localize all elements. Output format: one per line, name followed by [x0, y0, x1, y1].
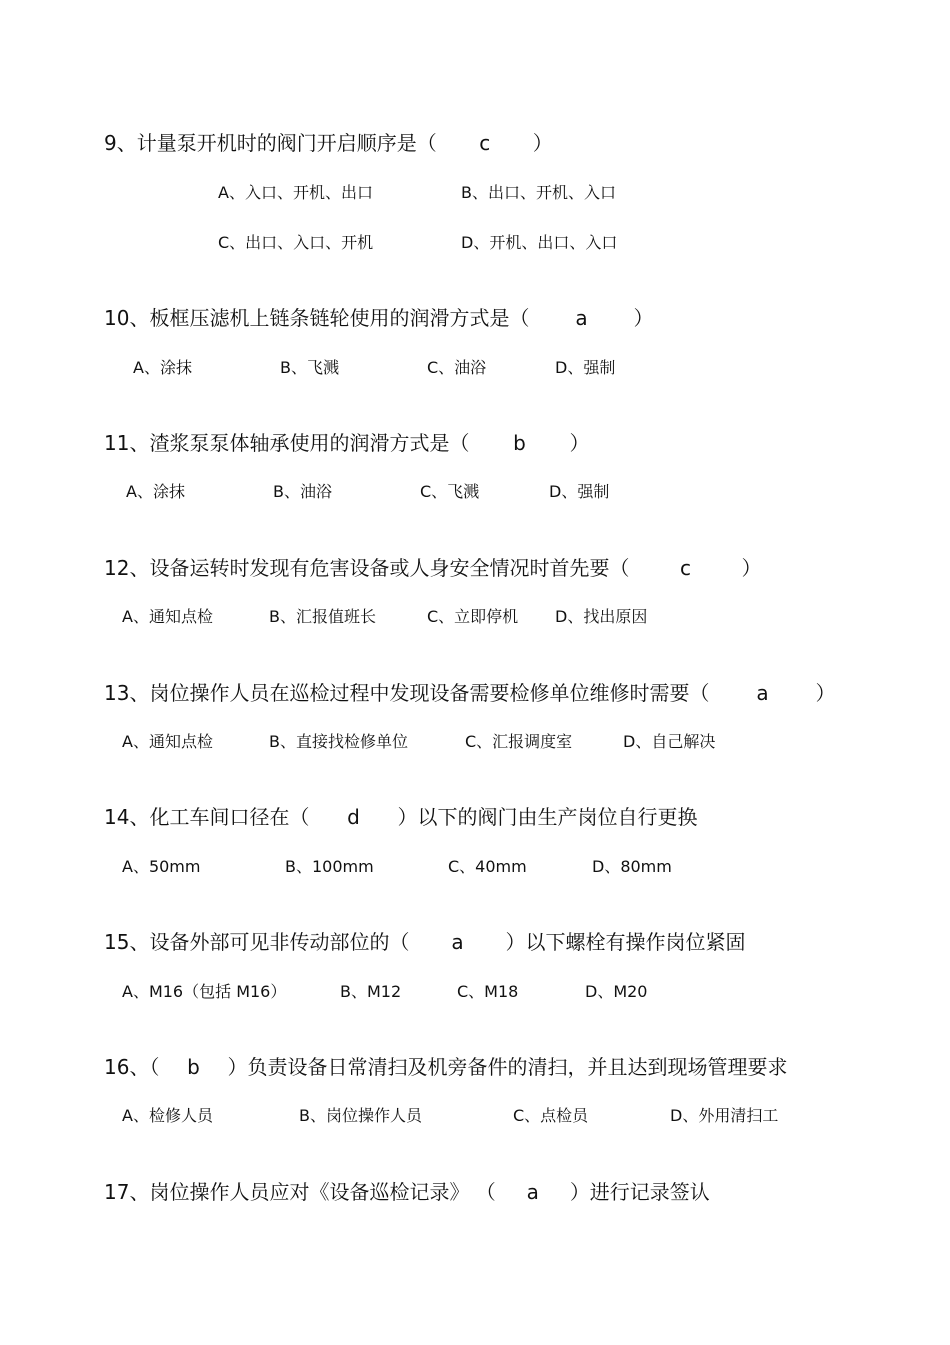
question-stem: 17、岗位操作人员应对《设备巡检记录》 （ — [104, 1180, 496, 1204]
question-10 — [104, 305, 653, 331]
option-d: D、自己解决 — [623, 732, 716, 751]
option-a: A、M16（包括 M16） — [122, 982, 287, 1001]
option-b: B、油浴 — [273, 482, 332, 501]
question-stem-end: ） — [815, 681, 836, 705]
question-9 — [104, 130, 553, 156]
option-d: D、找出原因 — [555, 607, 648, 626]
answer-letter: b — [187, 1055, 200, 1079]
answer-letter: c — [479, 131, 491, 155]
option-a: A、入口、开机、出口 — [218, 183, 373, 202]
question-stem: 10、板框压滤机上链条链轮使用的润滑方式是（ — [104, 306, 530, 330]
question-stem: 12、设备运转时发现有危害设备或人身安全情况时首先要（ — [104, 556, 630, 580]
option-c: C、40mm — [448, 857, 527, 876]
option-d: D、外用清扫工 — [670, 1106, 779, 1125]
answer-letter: a — [526, 1180, 539, 1204]
option-a: A、检修人员 — [122, 1106, 213, 1125]
question-stem-end: ） — [633, 306, 654, 330]
question-stem: 14、化工车间口径在（ — [104, 805, 310, 829]
question-13 — [104, 680, 835, 706]
question-stem-end: ） — [741, 556, 762, 580]
answer-letter: d — [347, 805, 360, 829]
question-stem-end: ）以下螺栓有操作岗位紧固 — [505, 930, 746, 954]
question-stem: 16、（ — [104, 1055, 160, 1079]
option-d: D、强制 — [549, 482, 610, 501]
option-c: C、点检员 — [513, 1106, 589, 1125]
option-b: B、100mm — [285, 857, 374, 876]
question-stem-end: ）负责设备日常清扫及机旁备件的清扫，并且达到现场管理要求 — [227, 1055, 788, 1079]
answer-letter: a — [575, 306, 588, 330]
option-b: B、汇报值班长 — [269, 607, 376, 626]
question-stem-end: ） — [569, 431, 590, 455]
option-a: A、涂抹 — [133, 358, 192, 377]
option-d: D、强制 — [555, 358, 616, 377]
question-stem: 13、岗位操作人员在巡检过程中发现设备需要检修单位维修时需要（ — [104, 681, 710, 705]
option-b: B、直接找检修单位 — [269, 732, 408, 751]
question-stem-end: ） — [532, 131, 553, 155]
option-a: A、通知点检 — [122, 732, 213, 751]
option-a: A、50mm — [122, 857, 201, 876]
option-b: B、出口、开机、入口 — [461, 183, 616, 202]
option-b: B、飞溅 — [280, 358, 339, 377]
question-11 — [104, 430, 589, 456]
question-stem-end: ）以下的阀门由生产岗位自行更换 — [397, 805, 698, 829]
option-a: A、通知点检 — [122, 607, 213, 626]
question-stem: 9、计量泵开机时的阀门开启顺序是（ — [104, 131, 437, 155]
option-b: B、M12 — [340, 982, 402, 1001]
option-c: C、汇报调度室 — [465, 732, 573, 751]
option-d: D、M20 — [585, 982, 648, 1001]
question-17 — [104, 1179, 710, 1205]
answer-letter: a — [756, 681, 769, 705]
option-c: C、立即停机 — [427, 607, 519, 626]
option-a: A、涂抹 — [126, 482, 185, 501]
question-16 — [104, 1054, 787, 1080]
option-b: B、岗位操作人员 — [299, 1106, 422, 1125]
option-c: C、飞溅 — [420, 482, 480, 501]
question-12 — [104, 555, 761, 581]
answer-letter: a — [451, 930, 464, 954]
answer-letter: b — [513, 431, 526, 455]
option-d: D、80mm — [592, 857, 672, 876]
question-15 — [104, 929, 745, 955]
question-stem: 11、渣浆泵泵体轴承使用的润滑方式是（ — [104, 431, 470, 455]
option-c: C、出口、入口、开机 — [218, 233, 374, 252]
question-stem: 15、设备外部可见非传动部位的（ — [104, 930, 410, 954]
question-14 — [104, 804, 697, 830]
option-c: C、油浴 — [427, 358, 487, 377]
question-stem-end: ）进行记录签认 — [569, 1180, 710, 1204]
option-d: D、开机、出口、入口 — [461, 233, 618, 252]
option-c: C、M18 — [457, 982, 519, 1001]
answer-letter: c — [679, 556, 691, 580]
